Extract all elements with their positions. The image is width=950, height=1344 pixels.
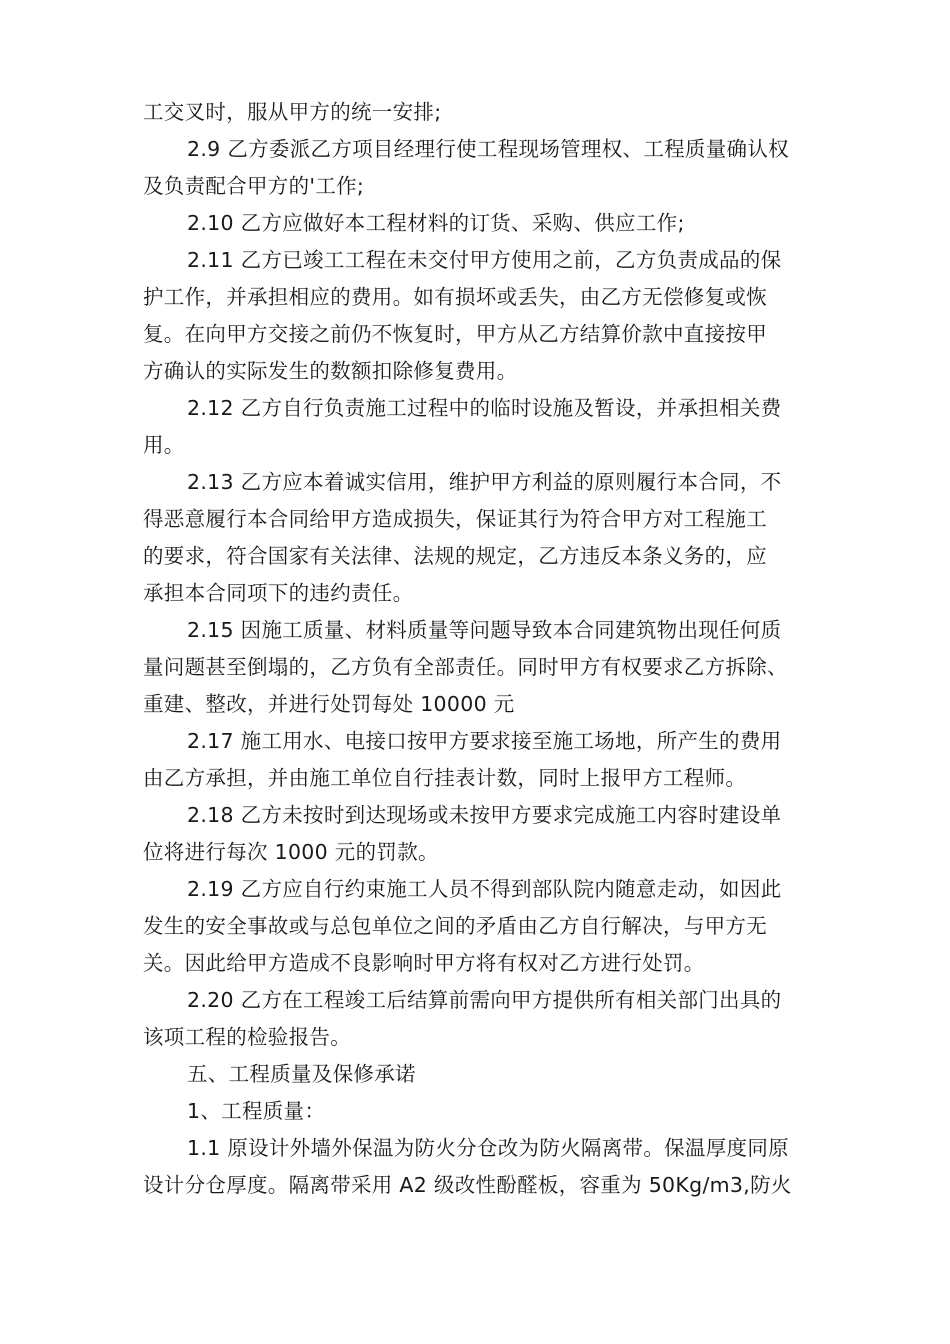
text-line: 关。因此给甲方造成不良影响时甲方将有权对乙方进行处罚。	[143, 951, 705, 975]
clause-2-18-line: 2.18 乙方未按时到达现场或未按甲方要求完成施工内容时建设单	[187, 803, 782, 827]
clause-2-13-line: 2.13 乙方应本着诚实信用，维护甲方利益的原则履行本合同，不	[187, 470, 782, 494]
text-line: 工交叉时，服从甲方的统一安排;	[143, 100, 442, 124]
text-line: 方确认的实际发生的数额扣除修复费用。	[143, 359, 518, 383]
clause-2-20-line: 2.20 乙方在工程竣工后结算前需向甲方提供所有相关部门出具的	[187, 988, 782, 1012]
clause-2-12-line: 2.12 乙方自行负责施工过程中的临时设施及暂设，并承担相关费	[187, 396, 782, 420]
text-line: 复。在向甲方交接之前仍不恢复时，甲方从乙方结算价款中直接按甲	[143, 322, 767, 346]
clause-2-9-line: 2.9 乙方委派乙方项目经理行使工程现场管理权、工程质量确认权	[187, 137, 789, 161]
text-line: 重建、整改，并进行处罚每处 10000 元	[143, 692, 515, 716]
clause-2-19-line: 2.19 乙方应自行约束施工人员不得到部队院内随意走动，如因此	[187, 877, 782, 901]
text-line: 及负责配合甲方的'工作;	[143, 174, 365, 198]
subsection-heading: 1、工程质量：	[187, 1099, 326, 1123]
text-line: 由乙方承担，并由施工单位自行挂表计数，同时上报甲方工程师。	[143, 766, 747, 790]
clause-2-10-line: 2.10 乙方应做好本工程材料的订货、采购、供应工作;	[187, 211, 685, 235]
text-line: 位将进行每次 1000 元的罚款。	[143, 840, 439, 864]
text-line: 量问题甚至倒塌的，乙方负有全部责任。同时甲方有权要求乙方拆除、	[143, 655, 788, 679]
clause-2-17-line: 2.17 施工用水、电接口按甲方要求接至施工场地，所产生的费用	[187, 729, 782, 753]
text-line: 该项工程的检验报告。	[143, 1025, 351, 1049]
text-line: 的要求，符合国家有关法律、法规的规定，乙方违反本条义务的，应	[143, 544, 767, 568]
text-line: 承担本合同项下的违约责任。	[143, 581, 414, 605]
text-line: 护工作，并承担相应的费用。如有损坏或丢失，由乙方无偿修复或恢	[143, 285, 767, 309]
document-body	[143, 94, 813, 1204]
section-heading: 五、工程质量及保修承诺	[187, 1062, 416, 1086]
text-line: 得恶意履行本合同给甲方造成损失，保证其行为符合甲方对工程施工	[143, 507, 767, 531]
text-line: 用。	[143, 433, 185, 457]
text-line: 发生的安全事故或与总包单位之间的矛盾由乙方自行解决，与甲方无	[143, 914, 767, 938]
clause-2-15-line: 2.15 因施工质量、材料质量等问题导致本合同建筑物出现任何质	[187, 618, 782, 642]
clause-1-1-line: 1.1 原设计外墙外保温为防火分仓改为防火隔离带。保温厚度同原	[187, 1136, 789, 1160]
text-line: 设计分仓厚度。隔离带采用 A2 级改性酚醛板，容重为 50Kg/m3,防火	[143, 1173, 792, 1197]
clause-2-11-line: 2.11 乙方已竣工工程在未交付甲方使用之前，乙方负责成品的保	[187, 248, 782, 272]
